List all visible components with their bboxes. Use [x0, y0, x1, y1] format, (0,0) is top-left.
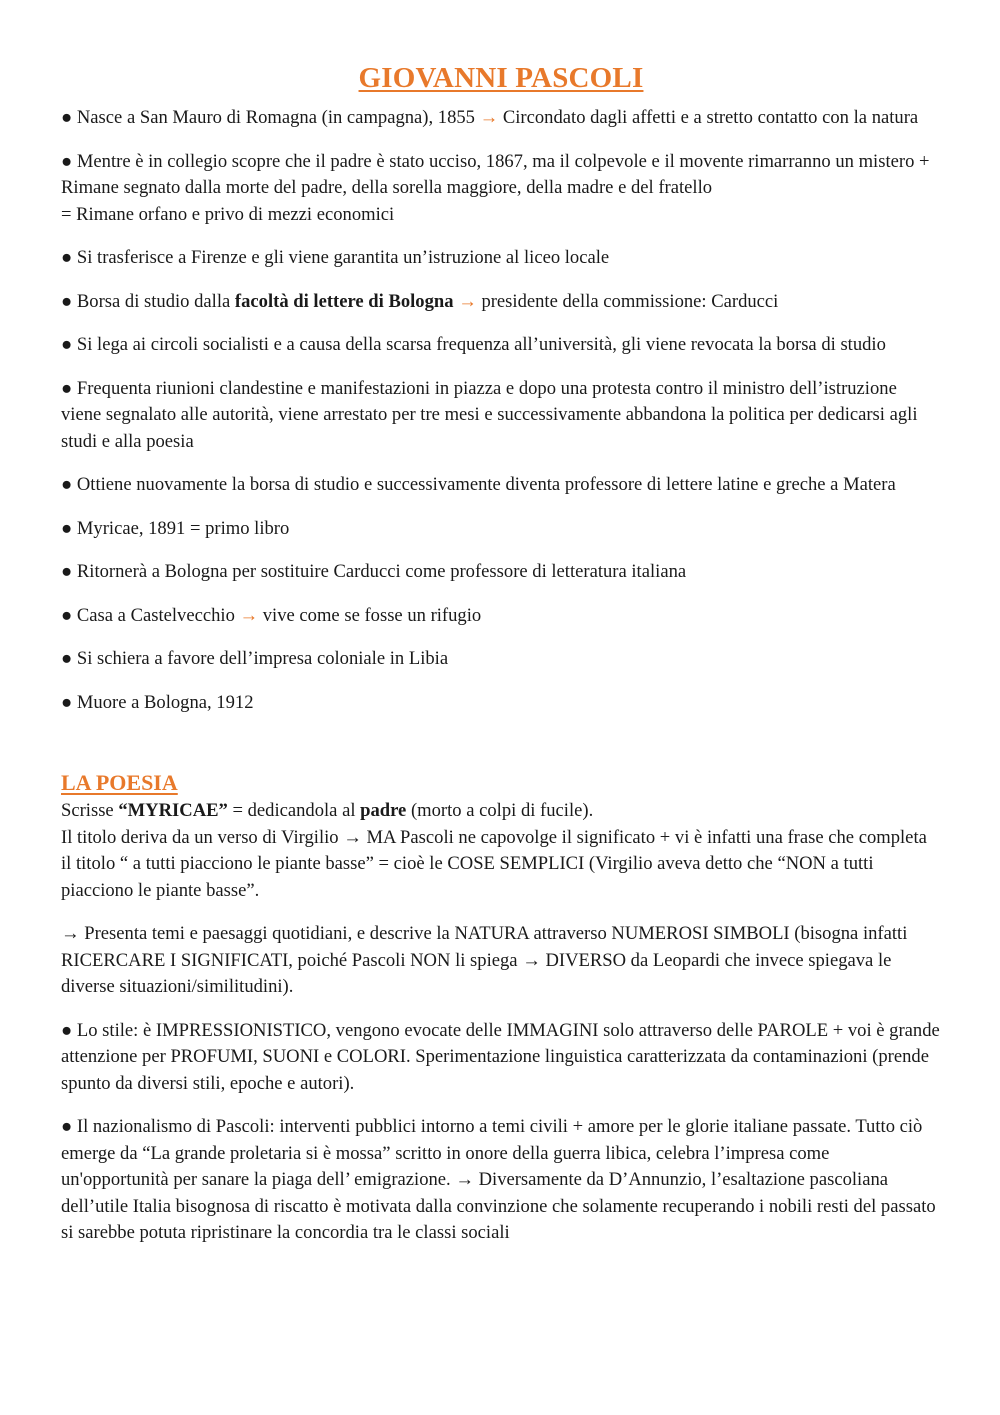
bio-item-matera: ● Ottiene nuovamente la borsa di studio e successivamente diventa professore di lettere latine e greche a Matera — [61, 474, 896, 495]
bio-item-morte: ● Muore a Bologna, 1912 — [61, 691, 254, 713]
poesia-paragraph-nazionalismo: ● Il nazionalismo di Pascoli: interventi pubblici intorno a temi civili + amore per le glorie italiane passate. Tutto ciò emerge da “La grande proletaria si è mossa” scritto in onore della guerra libica, celebra l’impresa come un'opportunità per sanare la piaga dell’ emigrazione. → Diversamente da D’Annunzio, l’esaltazione pascoliana dell’utile Italia bisognosa di riscatto è motivata dalla convinzione che solamente recuperando i nobili resti del passato si sarebbe potuta ripristinare la concordia tra le classi sociali — [61, 1116, 936, 1243]
bio-item-libia: ● Si schiera a favore dell’impresa coloniale in Libia — [61, 648, 449, 669]
bio-item-myricae: ● Myricae, 1891 = primo libro — [61, 517, 290, 539]
bio-item-father: ● Mentre è in collegio scopre che il padre è stato ucciso, 1867, ma il colpevole e il movente rimarranno un mistero + Rimane segnato dalla morte del padre, della sorella maggiore, della madre e del fratello = Rimane orfano e privo di mezzi economici — [61, 150, 930, 225]
bio-item-borsa: ● Borsa di studio dalla facoltà di lettere di Bologna → presidente della commissione: Carducci — [61, 290, 779, 312]
arrow-icon: → — [455, 1169, 474, 1190]
bio-item-socialisti: ● Si lega ai circoli socialisti e a causa della scarsa frequenza all’università, gli viene revocata la borsa di studio — [61, 334, 886, 355]
bio-item-birth: ● Nasce a San Mauro di Romagna (in campagna), 1855 → Circondato dagli affetti e a stretto contatto con la natura — [61, 107, 919, 128]
poesia-paragraph-temi: → Presenta temi e paesaggi quotidiani, e descrive la NATURA attraverso NUMEROSI SIMBOLI (bisogna infatti RICERCARE I SIGNIFICATI, poiché Pascoli NON li spiega → DIVERSO da Leopardi che invece spiegava le diverse situazioni/similitudini). — [61, 923, 908, 997]
poesia-paragraph-stile: ● Lo stile: è IMPRESSIONISTICO, vengono evocate delle IMMAGINI solo attraverso delle PAROLE + voi è grande attenzione per PROFUMI, SUONI e COLORI. Sperimentazione linguistica caratterizzata da contaminazioni (prende spunto da diversi stili, epoche e autori). — [61, 1019, 940, 1094]
arrow-icon: → — [343, 826, 362, 848]
bio-item-castelvecchio: ● Casa a Castelvecchio → vive come se fosse un rifugio — [61, 604, 482, 626]
arrow-icon: → — [522, 949, 541, 971]
document-title: GIOVANNI PASCOLI — [358, 62, 644, 94]
document-page — [61, 58, 941, 1264]
bio-item-riunioni: ● Frequenta riunioni clandestine e manifestazioni in piazza e dopo una protesta contro il ministro dell’istruzione viene segnalato alle autorità, viene arrestato per tre mesi e successivamente abbandona la politica per dedicarsi agli studi e alla poesia — [61, 377, 918, 452]
bio-item-firenze: ● Si trasferisce a Firenze e gli viene garantita un’istruzione al liceo locale — [61, 247, 610, 268]
poesia-paragraph-myricae: Scrisse “MYRICAE” = dedicandola al padre (morto a colpi di fucile). Il titolo deriva da un verso di Virgilio → MA Pascoli ne capovolge il significato + vi è infatti una frase che completa il titolo “ a tutti piacciono le piante basse” = cioè le COSE SEMPLICI (Virgilio aveva detto che “NON a tutti piacciono le piante basse”. — [61, 800, 927, 901]
section-heading-poesia: LA POESIA — [61, 770, 178, 795]
arrow-icon: → — [61, 923, 80, 944]
bio-item-bologna: ● Ritornerà a Bologna per sostituire Carducci come professore di letteratura italiana — [61, 561, 687, 582]
arrow-icon: → — [239, 604, 259, 626]
arrow-icon: → — [458, 290, 477, 312]
arrow-icon: → — [479, 107, 499, 128]
